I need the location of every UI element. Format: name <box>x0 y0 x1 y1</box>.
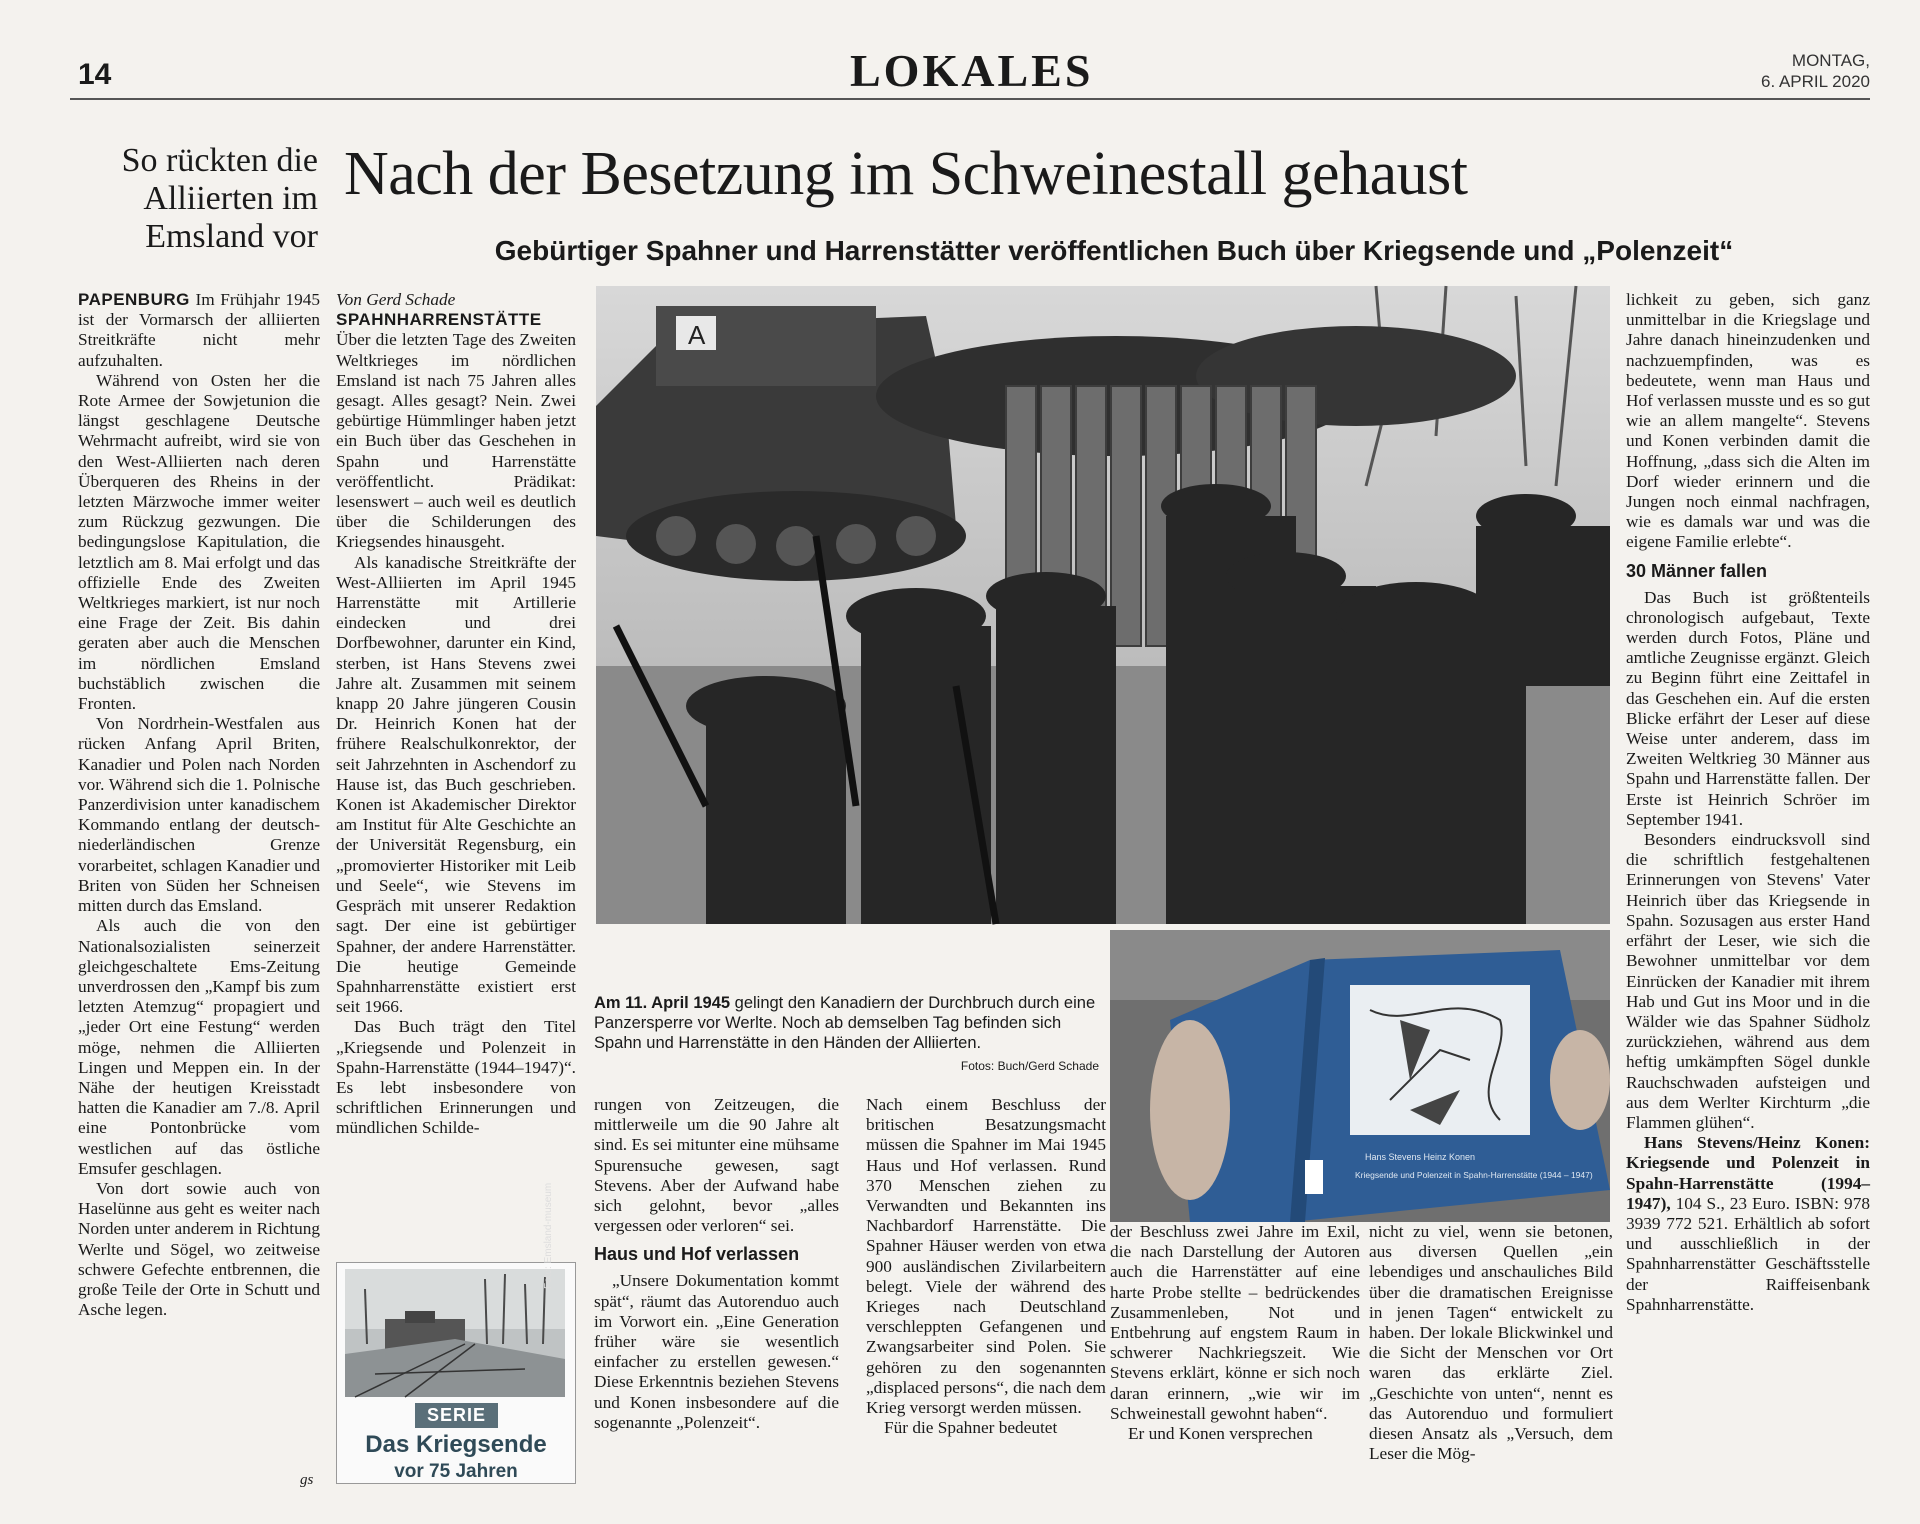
dateline: SPAHNHARRENSTÄTTE <box>336 310 542 330</box>
article-paragraph: Er und Konen versprechen <box>1128 1424 1313 1444</box>
series-kicker: So rückten die Alliierten im Emsland vor <box>121 142 318 255</box>
article-paragraph: lichkeit zu geben, sich ganz unmittelbar in die Kriegslage und Jahre danach hineinzudenken und nachzuempfinden, was es bedeutete, wenn man Haus und Hof verlassen musste und es so gut wie an allem mangelte“. Stevens und Konen verbinden damit die Hoffnung, „dass sich die Alten im Dorf wieder erinnern und die Jungen noch einmal nachfragen, wie es damals war und was die eigene Familie erlebte“. <box>1626 290 1870 552</box>
section-title: LOKALES <box>850 45 1094 96</box>
article-headline: Nach der Besetzung im Schweinestall gehaust <box>344 140 1468 208</box>
sidebar-article <box>78 290 320 1320</box>
article-subheading: Haus und Hof verlassen <box>594 1244 800 1265</box>
book-photo <box>1110 930 1610 1222</box>
article-paragraph: Das Buch trägt den Titel „Kriegsende und Polenzeit in Spahn-Harrenstätte (1944–1947)“. Es lebt insbesondere von schriftlichen Erinnerungen und mündlichen Schilde- <box>336 1017 576 1138</box>
page-number: 14 <box>78 58 112 91</box>
sidebar-paragraph: Von Nordrhein-Westfalen aus rücken Anfang April Briten, Kanadier und Polen nach Norden vor. Während sich die 1. Polnische Panzerdivision unter kanadischem Kommando entlang der deutsch-niederländischen Grenze vorarbeitet, schlagen Kanadier und Briten von Süden her Schneisen mitten durch das Emsland. <box>78 714 320 916</box>
series-title: Das Kriegsende <box>365 1431 547 1458</box>
caption-text: gelingt den Kanadiern der Durchbruch durch eine Panzersperre vor Werlte. Noch ab demselben Tag befinden sich Spahn und Harrenstätte in den Händen der Alliierten. <box>594 994 1096 1052</box>
photo-caption <box>594 993 1099 1076</box>
book-info-bold: Hans Stevens/Heinz Konen: Kriegsende und Polenzeit in Spahn-Harrenstätte (1994–1947), <box>1626 1133 1870 1213</box>
article-paragraph: Besonders eindrucksvoll sind die schriftlich festgehaltenen Erinnerungen von Stevens' Vater Heinrich über das Kriegsende in Spahn. Sozusagen aus erster Hand erfährt der Leser, wie sich die Bewohner unmittelbar vor dem Einrücken der Kanadier mit ihrem Hab und Gut ins Moor und in die Wälder wie das Spahner Südholz zurückziehen, während aus dem heftig umkämpften Sögel dunkle Rauchschwaden aufsteigen und aus dem Werlter Kirchturm „die Flammen glühen“. <box>1626 830 1870 1132</box>
article-paragraph: rungen von Zeitzeugen, die mittlerweile um die 90 Jahre alt sind. Es sei mitunter eine mühsame Spurensuche gewesen, sagt Stevens. Aber der Aufwand habe sich gelohnt, bevor „alles vergessen oder verloren“ sei. <box>594 1095 839 1236</box>
article-paragraph: „Unsere Dokumentation kommt spät“, räumt das Autorenduo auch im Vorwort ein. „Eine Generation früher wäre sie wesentlich einfacher zu erstellen gewesen.“ Diese Erkenntnis beziehen Stevens und Konen insbesondere auf die sogenannte „Polenzeit“. <box>594 1271 839 1432</box>
article-paragraph: Nach einem Beschluss der britischen Besatzungsmacht müssen die Spahner im Mai 1945 Haus und Hof verlassen. Rund 370 Menschen ziehen zu Verwandten und Bekannten ins Nachbardorf Harrenstätte. Die Spahner Häuser werden von etwa 900 ausländischen Zivilarbeitern belegt. Viele der während des Krieges nach Deutschland verschleppten Gefangenen und Zwangsarbeiter sind Polen. Sie gehören zu den sogenannten „displaced persons“, die nach dem Krieg versorgt werden müssen. <box>866 1095 1106 1418</box>
article-paragraph: Das Buch ist größtenteils chronologisch aufgebaut, Texte werden durch Fotos, Pläne und amtliche Zeugnisse ergänzt. Gleich zu Beginn führt eine Zeittafel in das Geschehen ein. Auf die ersten Blicke erfährt der Leser auf diese Weise unter anderem, dass im Zweiten Weltkrieg 30 Männer aus Spahn und Harrenstätte fallen. Der Erste ist Heinrich Schröer im September 1941. <box>1626 587 1870 829</box>
sidebar-paragraph: Während von Osten her die Rote Armee der Sowjetunion die längst geschlagene Deutsche Wehrmacht aufreibt, wird sie von den West-Alliierten nach deren Überqueren des Rheins in der letzten Märzwoche immer weiter zum Rückzug gezwungen. Die bedingungslose Kapitulation, die letztlich am 8. Mai erfolgt und das offizielle Ende des Zweiten Weltkrieges markiert, ist nur noch eine Frage der Zeit. Bis dahin geraten aber auch die Menschen im nördlichen Emsland buchstäblich zwischen die Fronten. <box>78 370 320 714</box>
series-tag: SERIE <box>415 1403 498 1428</box>
book-authors: Hans Stevens Heinz Konen <box>1365 1152 1476 1162</box>
issue-date <box>1761 50 1870 92</box>
article-paragraph: Als kanadische Streitkräfte der West-Alliierten im April 1945 Harrenstätte mit Artillerie eindecken und drei Dorfbewohner, darunter ein Kind, sterben, ist Hans Stevens zwei Jahre alt. Zusammen mit seinem knapp 20 Jahre jüngeren Cousin Dr. Heinrich Konen hat der frühere Realschulkonrektor, der seit Jahrzehnten in Aschendorf zu Hause ist, das Buch geschrieben. Konen ist Akademischer Direktor am Institut für Alte Geschichte an der Universität Regensburg, ein „promovierter Historiker mit Leib und Seele“, wie Stevens im Gespräch mit unserer Redaktion sagt. Der eine ist gebürtiger Spahner, der andere Harrenstätter. Die heutige Gemeinde Spahnharrenstätte existiert erst seit 1966. <box>336 552 576 1017</box>
article-paragraph: der Beschluss zwei Jahre im Exil, die nach Darstellung der Autoren auch die Harrenstätter auf eine harte Probe stellte – bedrückendes Zusammenleben, Not und Entbehrung auf engstem Raum in schwerer Nachkriegszeit. Wie Stevens erklärt, könne er sich noch daran erinnern, „wie wir im Schweinestall gewohnt haben“. <box>1110 1222 1360 1423</box>
sidebar-paragraph: Von dort sowie auch von Haselünne aus geht es weiter nach Norden unter anderem in Richtung Werlte und Sögel, wo zeitweise schwere Gefechte entbrennen, die große Teile der Orte in Schutt und Asche legen. <box>78 1178 320 1320</box>
article-column-6 <box>1626 290 1870 1315</box>
article-paragraph: Für die Spahner bedeutet <box>884 1418 1058 1438</box>
series-photo <box>345 1182 565 1397</box>
article-subheadline: Gebürtiger Spahner und Harrenstätter veröffentlichen Buch über Kriegsende und „Polenzeit“ <box>494 235 1734 266</box>
article-subheading: 30 Männer fallen <box>1626 560 1768 581</box>
paragraph-text: Im Frühjahr 1945 ist der Vormarsch der alliierten Streitkräfte nicht mehr aufzuhalten. <box>78 290 320 370</box>
svg-text:A: A <box>688 320 706 350</box>
series-box <box>336 1182 576 1484</box>
article-paragraph: Über die letzten Tage des Zweiten Weltkrieges im nördlichen Emsland ist nach 75 Jahren alles gesagt. Alles gesagt? Nein. Zwei gebürtige Hümmlinger haben jetzt ein Buch über das Geschehen in Spahn und Harrenstätte veröffentlicht. Prädikat: lesenswert – auch weil es deutlich über die Schilderungen des Kriegsendes hinausgeht. <box>336 330 576 552</box>
article-paragraph: nicht zu viel, wenn sie betonen, aus diversen Quellen „ein lebendiges und anschauliches Bild über die dramatischen Ereignisse in jenen Tagen“ entwickelt zu haben. Der lokale Blickwinkel und die Sicht der Menschen vor Ort waren das erklärte Ziel. „Geschichte von unten“, nennt es das Autorenduo und formuliert diesen Ansatz als „Versuch, dem Leser die Mög- <box>1369 1222 1613 1464</box>
book-info-text: 104 S., 23 Euro. ISBN: 978 3939 772 521. Erhältlich ab sofort und ausschließlich in der Spahnharrenstätter Geschäftsstelle der Raiffeisenbank Spahnharrenstätte. <box>1626 1193 1870 1314</box>
article-column-1 <box>336 290 576 1139</box>
sidebar-paragraph: Als auch die von den Nationalsozialisten seinerzeit gleichgeschaltete Ems-Zeitung unverdrossen den „Kampf bis zum letzten Atemzug“ propagiert und „jeder Ort eine Festung“ werden möge, nehmen die Alliierten Lingen und Meppen ein. In der Nähe der heutigen Kreisstadt hatten die Kanadier am 7./8. April eine Pontonbrücke vom westlichen auf das östliche Emsufer geschlagen. <box>78 916 320 1178</box>
article-column-2 <box>594 1095 839 1433</box>
dateline: PAPENBURG <box>78 290 190 309</box>
issue-date-value: 6. APRIL 2020 <box>1760 72 1870 91</box>
article-column-5 <box>1369 1222 1613 1464</box>
dateline-line <box>336 310 576 330</box>
byline: Von Gerd Schade <box>336 290 456 309</box>
sidebar-paragraph <box>78 290 320 371</box>
issue-weekday: MONTAG, <box>1791 51 1870 70</box>
article-column-4 <box>1110 1222 1360 1444</box>
series-subtitle: vor 75 Jahren <box>394 1461 518 1482</box>
sidebar-author-initials: gs <box>300 1472 314 1488</box>
book-title: Kriegsende und Polenzeit in Spahn-Harrenstätte (1944 – 1947) <box>1355 1170 1593 1180</box>
series-photo-credit: Foto: Emsland-museum <box>543 1182 554 1289</box>
book-info <box>1626 1133 1870 1315</box>
photo-credit: Fotos: Buch/Gerd Schade <box>960 1059 1099 1073</box>
caption-lead: Am 11. April 1945 <box>594 994 731 1012</box>
header-rule <box>70 98 1870 100</box>
main-photo-soldiers <box>596 286 1610 924</box>
article-column-3 <box>866 1095 1106 1438</box>
